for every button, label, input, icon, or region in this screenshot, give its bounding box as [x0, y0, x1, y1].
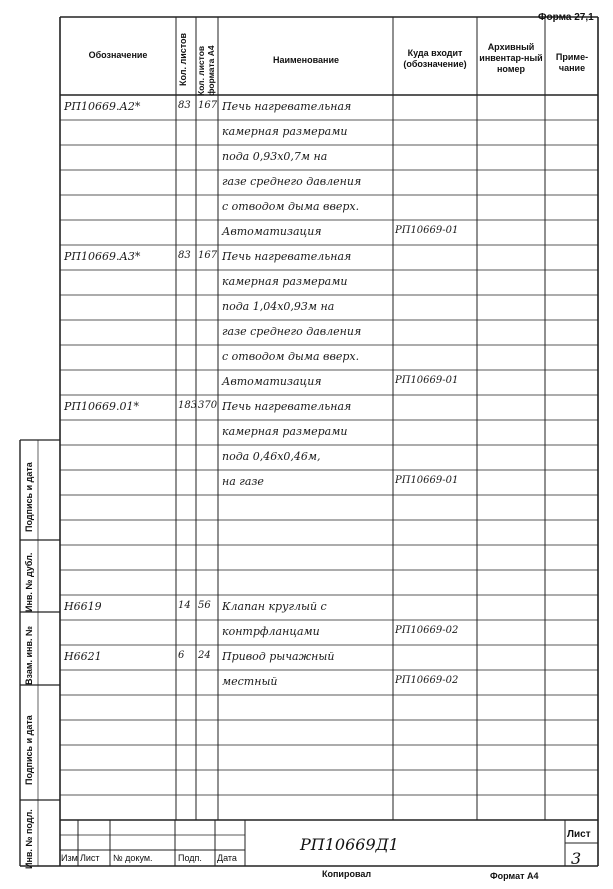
header-sheet-count-a4: Кол. листов формата А4	[196, 45, 216, 96]
header-sheet-count: Кол. листов	[178, 32, 188, 86]
row-name: Печь нагревательная	[222, 100, 352, 113]
row-name: газе среднего давления	[222, 175, 362, 188]
row-name: газе среднего давления	[222, 325, 362, 338]
side-label: Инв. № подл.	[24, 809, 34, 869]
row-name: камерная размерами	[222, 125, 348, 138]
row-designation: Н6621	[64, 650, 102, 663]
stamp-col-list: Лист	[80, 853, 100, 863]
stamp-col-sign: Подп.	[178, 853, 202, 863]
row-where-used: РП10669-01	[395, 225, 459, 236]
row-name: Автоматизация	[222, 225, 322, 238]
row-name: Клапан круглый с	[222, 600, 327, 613]
stamp-col-date: Дата	[217, 853, 237, 863]
row-name: пода 0,46х0,46м,	[222, 450, 321, 463]
copied-label: Копировал	[322, 869, 372, 879]
row-sheets: 6	[178, 650, 185, 661]
row-sheets: 83	[178, 250, 191, 261]
sheet-label: Лист	[567, 829, 591, 840]
row-name: пода 1,04х0,93м на	[222, 300, 335, 313]
side-label: Инв. № дубл.	[24, 552, 34, 612]
side-label: Взам. инв. №	[24, 625, 34, 685]
header-archive-no: Архивный инвентар-ный номер	[479, 42, 543, 74]
row-where-used: РП10669-01	[395, 375, 459, 386]
row-sheets: 183	[178, 400, 198, 411]
stamp-col-doc: № докум.	[113, 853, 153, 863]
row-name: Печь нагревательная	[222, 400, 352, 413]
row-name: Привод рычажный	[222, 650, 335, 663]
row-name: с отводом дыма вверх.	[222, 200, 360, 213]
header-name: Наименование	[272, 55, 340, 65]
row-sheets: 83	[178, 100, 191, 111]
row-sheets-a4: 370	[198, 400, 218, 411]
format-label: Формат А4	[490, 871, 539, 881]
row-sheets-a4: 24	[198, 650, 211, 661]
row-name: местный	[222, 675, 278, 688]
sheet-number: 3	[571, 849, 582, 868]
row-name: контрфланцами	[222, 625, 320, 638]
header-where-used: Куда входит (обозначение)	[403, 48, 467, 69]
row-name: пода 0,93х0,7м на	[222, 150, 328, 163]
row-sheets: 14	[178, 600, 191, 611]
header-note: Приме-чание	[555, 52, 589, 73]
row-sheets-a4: 56	[198, 600, 211, 611]
row-name: Автоматизация	[222, 375, 322, 388]
header-designation: Обозначение	[88, 50, 148, 60]
row-designation: РП10669.А3*	[64, 250, 141, 263]
row-sheets-a4: 167	[198, 250, 218, 261]
document-code: РП10669Д1	[300, 835, 399, 854]
row-name: камерная размерами	[222, 275, 348, 288]
row-designation: РП10669.01*	[64, 400, 139, 413]
row-where-used: РП10669-01	[395, 475, 459, 486]
row-name: Печь нагревательная	[222, 250, 352, 263]
row-name: камерная размерами	[222, 425, 348, 438]
stamp-col-izm: Изм	[61, 853, 78, 863]
row-sheets-a4: 167	[198, 100, 218, 111]
row-name: на газе	[222, 475, 264, 488]
side-label: Подпись и дата	[24, 462, 34, 532]
row-name: с отводом дыма вверх.	[222, 350, 360, 363]
row-where-used: РП10669-02	[395, 675, 459, 686]
row-designation: РП10669.А2*	[64, 100, 141, 113]
side-label: Подпись и дата	[24, 714, 34, 785]
row-where-used: РП10669-02	[395, 625, 459, 636]
row-designation: Н6619	[64, 600, 102, 613]
form-label: Форма 27,1	[538, 12, 594, 23]
